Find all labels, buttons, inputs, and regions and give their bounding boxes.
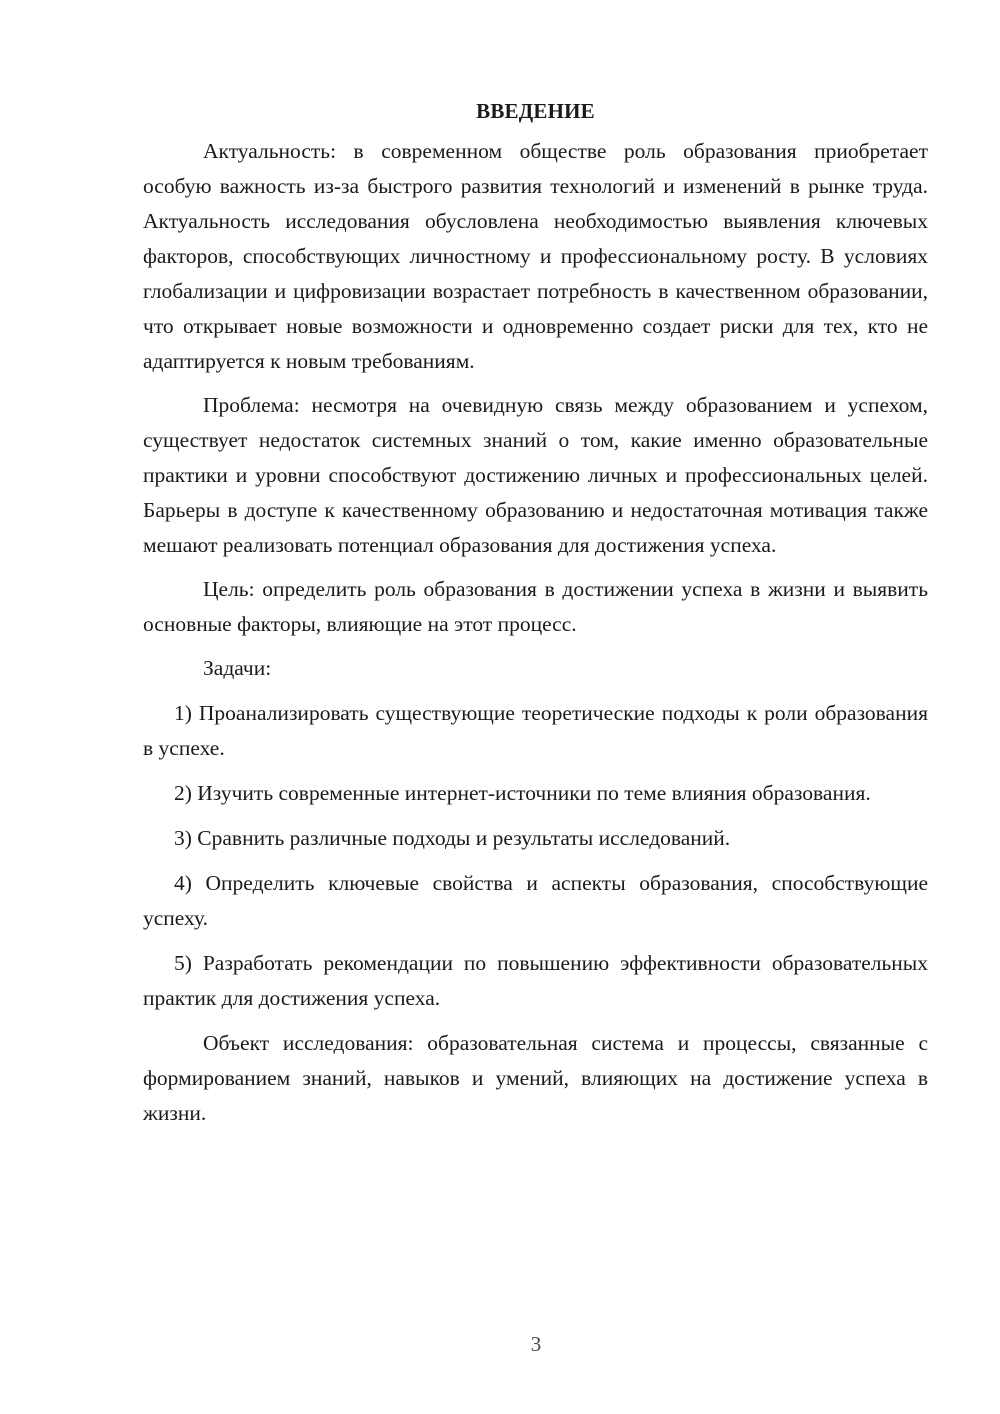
- goal-paragraph: Цель: определить роль образования в достижении успеха в жизни и выявить основные факторы, влияющие на этот процесс.: [143, 577, 928, 636]
- task-item-2: 2) Изучить современные интернет-источники по теме влияния образования.: [174, 781, 871, 805]
- task-item-1: 1) Проанализировать существующие теоретические подходы к роли образования в успехе.: [143, 701, 928, 760]
- section-title: ВВЕДЕНИЕ: [476, 99, 595, 123]
- problem-paragraph: Проблема: несмотря на очевидную связь между образованием и успехом, существует недостаток системных знаний о том, какие именно образовательные практики и уровни способствуют достижению личных и профессиональных целей. Барьеры в доступе к качественному образованию и недостаточная мотивация также мешают реализовать потенциал образования для достижения успеха.: [143, 393, 928, 557]
- tasks-heading: Задачи:: [203, 656, 272, 680]
- page-number: 3: [530, 1332, 542, 1356]
- page-content: [143, 96, 928, 1131]
- task-item-5: 5) Разработать рекомендации по повышению эффективности образовательных практик для достижения успеха.: [143, 951, 928, 1010]
- task-item-3: 3) Сравнить различные подходы и результаты исследований.: [174, 826, 731, 850]
- object-paragraph: Объект исследования: образовательная система и процессы, связанные с формированием знаний, навыков и умений, влияющих на достижение успеха в жизни.: [143, 1031, 928, 1125]
- task-item-4: 4) Определить ключевые свойства и аспекты образования, способствующие успеху.: [143, 871, 928, 930]
- relevance-paragraph: Актуальность: в современном обществе роль образования приобретает особую важность из-за быстрого развития технологий и изменений в рынке труда. Актуальность исследования обусловлена необходимостью выявления ключевых факторов, способствующих личностному и профессиональному росту. В условиях глобализации и цифровизации возрастает потребность в качественном образовании, что открывает новые возможности и одновременно создает риски для тех, кто не адаптируется к новым требованиям.: [143, 139, 928, 373]
